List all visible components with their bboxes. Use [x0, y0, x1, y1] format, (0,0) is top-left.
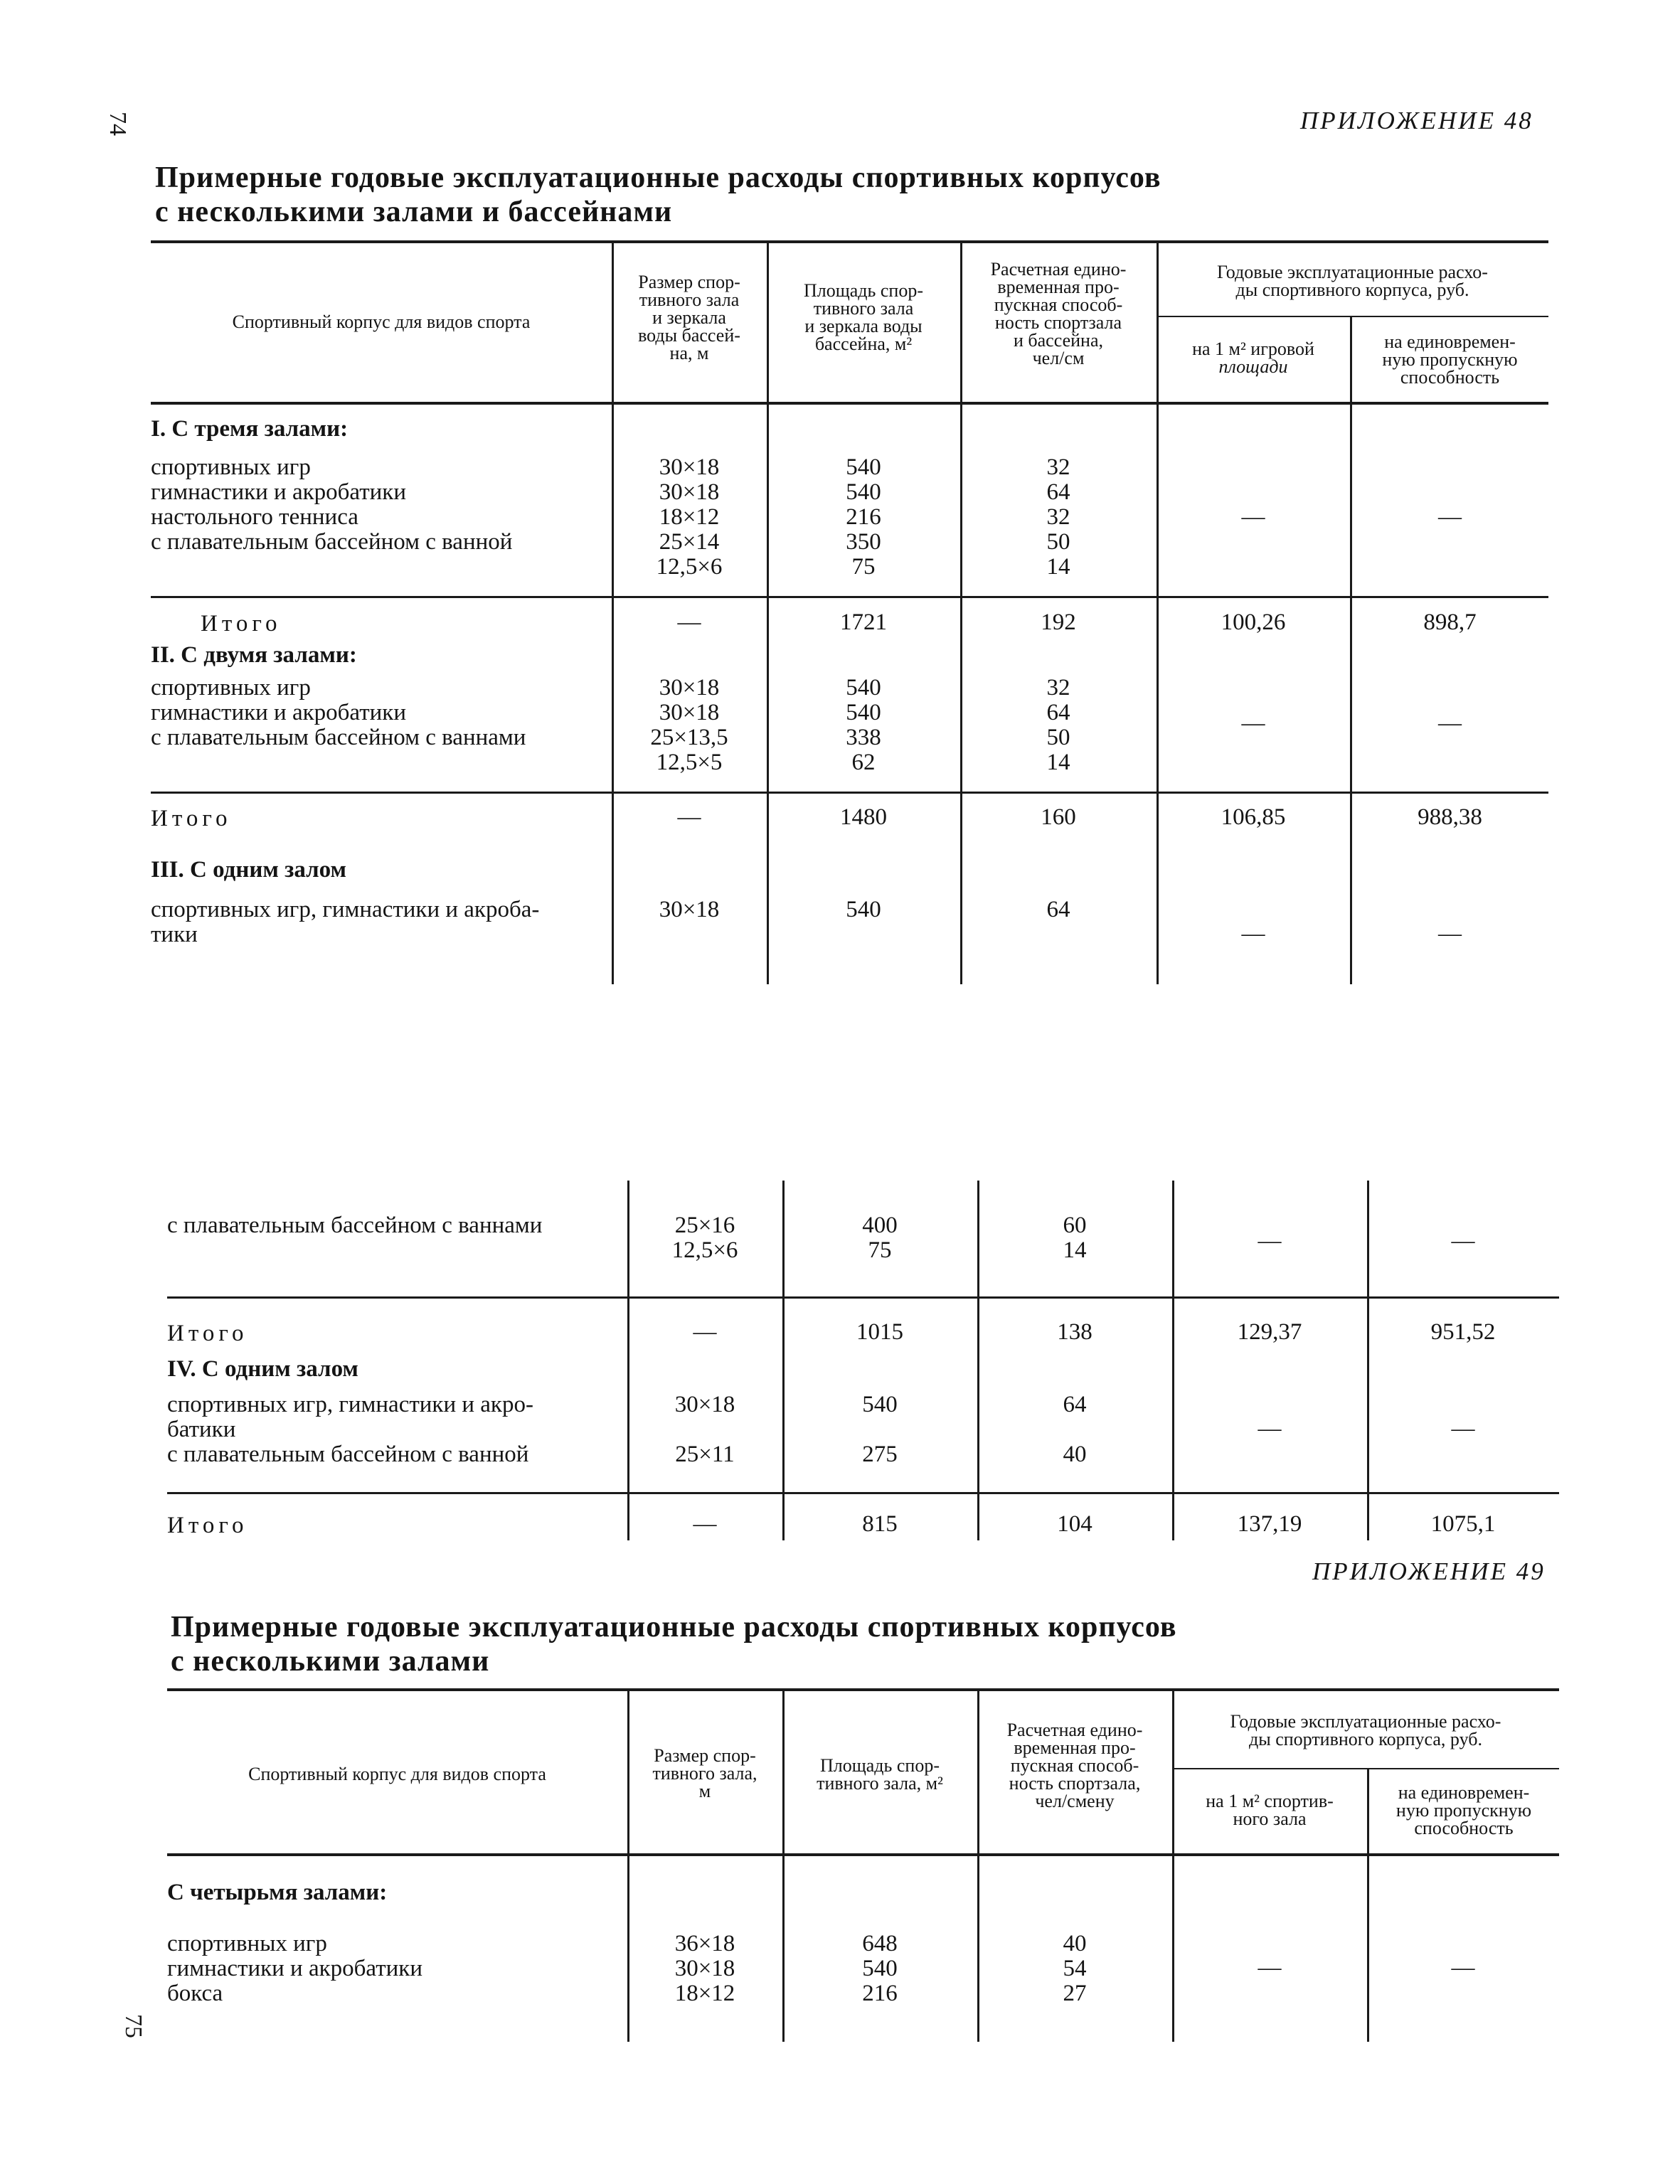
t1c-total3-per-capacity: 951,52	[1430, 1319, 1496, 1345]
t1c-s4-cap1: 64	[1063, 1392, 1087, 1417]
t1-s3-name: спортивных игр, гимнастики и акроба- тики	[151, 897, 540, 947]
table1-title-line1: Примерные годовые эксплуатационные расходы спортивных корпусов	[155, 161, 1161, 194]
t1c-s4-area2: 275	[862, 1442, 898, 1467]
t2-s1-sizes: 36×18 30×18 18×12	[674, 1931, 735, 2006]
t1-s2-areas: 540 540 338 62	[846, 675, 881, 775]
t1-total2-per-m2: 106,85	[1221, 804, 1286, 830]
t2-s1-areas: 648 540 216	[862, 1931, 898, 2006]
t1-s1-per-m2: —	[1241, 504, 1265, 530]
t2-s1-names: спортивных игр гимнастики и акробатики бокса	[167, 1931, 423, 2006]
t1c-s4-per-m2: —	[1258, 1416, 1282, 1442]
t1c-s4-area1: 540	[862, 1392, 898, 1417]
t1-s3-area: 540	[846, 897, 881, 922]
t1-s1-per-capacity: —	[1438, 504, 1462, 530]
t1c-r1-caps: 60 14	[1063, 1213, 1087, 1263]
t1c-total3-area: 1015	[856, 1319, 903, 1345]
t1-s2-sizes: 30×18 30×18 25×13,5 12,5×5	[650, 675, 728, 775]
t1-s3-per-capacity: —	[1438, 921, 1462, 947]
t1-s1-names: спортивных игр гимнастики и акробатики настольного тенниса с плавательным бассейном с ванной	[151, 454, 513, 555]
t1-total2-cap: 160	[1041, 804, 1076, 830]
t1c-s4-per-capacity: —	[1451, 1416, 1475, 1442]
t2-header-sport: Спортивный корпус для видов спорта	[248, 1764, 546, 1784]
t1c-total3-size: —	[693, 1319, 717, 1345]
t2-header-per-capacity: на единовремен- ную пропускную способность	[1395, 1782, 1532, 1838]
t2-s1-per-m2: —	[1258, 1955, 1282, 1981]
table1-title	[155, 161, 1161, 229]
t1-total2-label: Итого	[151, 806, 232, 831]
page-number-bottom: 75	[120, 2014, 147, 2038]
t1-s3-per-m2: —	[1241, 921, 1265, 947]
t1c-r1-areas: 400 75	[862, 1213, 898, 1263]
t1c-total4-cap: 104	[1057, 1511, 1092, 1537]
t1-total1-label: Итого	[201, 611, 282, 636]
t2-header-size: Размер спор- тивного зала, м	[652, 1745, 757, 1801]
t1c-s4-size2: 25×11	[675, 1442, 735, 1467]
t1c-total3-per-m2: 129,37	[1237, 1319, 1302, 1345]
t1c-r1-sizes: 25×16 12,5×6	[671, 1213, 738, 1263]
t1c-total4-area: 815	[862, 1511, 898, 1537]
t1c-total4-per-capacity: 1075,1	[1430, 1511, 1496, 1537]
t1-s1-heading: I. С тремя залами:	[151, 416, 349, 442]
t1c-s4-cap2: 40	[1063, 1442, 1087, 1467]
t1-s1-areas: 540 540 216 350 75	[846, 454, 881, 580]
t1-s1-caps: 32 64 32 50 14	[1046, 454, 1070, 580]
t2-s1-heading: С четырьмя залами:	[167, 1880, 388, 1905]
t1-total2-per-capacity: 988,38	[1418, 804, 1482, 830]
t1-s3-cap: 64	[1046, 897, 1070, 922]
t1-s3-size: 30×18	[659, 897, 720, 922]
t1-total1-cap: 192	[1041, 609, 1076, 635]
t1-total1-size: —	[677, 609, 701, 635]
t2-header-capacity: Расчетная едино- временная про- пускная способ- ность спортзала, чел/смену	[1006, 1720, 1143, 1811]
t1c-r1-per-capacity: —	[1451, 1228, 1475, 1254]
table2-title-line2: с несколькими залами	[171, 1645, 490, 1678]
t2-header-area: Площадь спор- тивного зала, м²	[817, 1755, 943, 1794]
table2-title-line1: Примерные годовые эксплуатационные расходы спортивных корпусов	[171, 1611, 1177, 1644]
t1-total2-size: —	[677, 804, 701, 830]
t1-header-sport: Спортивный корпус для видов спорта	[232, 311, 531, 332]
t2-header-per-m2: на 1 м² спортив- ного зала	[1206, 1791, 1334, 1829]
t1-s2-caps: 32 64 50 14	[1046, 675, 1070, 775]
table2-title	[171, 1610, 1177, 1678]
t1-s2-heading: II. С двумя залами:	[151, 642, 357, 668]
t2-s1-caps: 40 54 27	[1063, 1931, 1087, 2006]
t1-s2-per-m2: —	[1241, 710, 1265, 736]
t1c-total4-size: —	[693, 1511, 717, 1537]
t1-header-size: Размер спор- тивного зала и зеркала воды бассей- на, м	[638, 272, 740, 363]
t1c-s4-size1: 30×18	[674, 1392, 735, 1417]
t1-s2-per-capacity: —	[1438, 710, 1462, 736]
t1-s1-sizes: 30×18 30×18 18×12 25×14 12,5×6	[656, 454, 723, 580]
table1-title-line2: с несколькими залами и бассейнами	[155, 196, 673, 228]
appendix-48-label: ПРИЛОЖЕНИЕ 48	[1300, 107, 1533, 134]
t1-header-costs-group: Годовые эксплуатационные расхо- ды спортивного корпуса, руб.	[1217, 262, 1488, 300]
t1c-total4-label: Итого	[167, 1513, 248, 1538]
t1-total2-area: 1480	[840, 804, 887, 830]
t2-header-costs-group: Годовые эксплуатационные расхо- ды спортивного корпуса, руб.	[1230, 1711, 1501, 1749]
t1c-s4-heading: IV. С одним залом	[167, 1356, 358, 1382]
t1c-total4-per-m2: 137,19	[1237, 1511, 1302, 1537]
t1c-total3-label: Итого	[167, 1321, 248, 1346]
t1-header-capacity: Расчетная едино- временная про- пускная способ- ность спортзала и бассейна, чел/см	[990, 259, 1127, 368]
t1-total1-area: 1721	[840, 609, 887, 635]
t1-header-area: Площадь спор- тивного зала и зеркала воды бассейна, м²	[803, 280, 923, 354]
t1-header-per-m2: на 1 м² игровой площади	[1192, 339, 1314, 377]
t1c-r1-name: с плавательным бассейном с ваннами	[167, 1213, 543, 1238]
t2-s1-per-capacity: —	[1451, 1955, 1475, 1981]
t1c-r1-per-m2: —	[1258, 1228, 1282, 1254]
t1-header-per-capacity: на единовремен- ную пропускную способность	[1382, 331, 1518, 388]
page-number-top: 74	[105, 112, 131, 136]
t1c-s4-names: спортивных игр, гимнастики и акро- батики с плавательным бассейном с ванной	[167, 1392, 533, 1467]
t1-s3-heading: III. С одним залом	[151, 857, 347, 883]
t1c-total3-cap: 138	[1057, 1319, 1092, 1345]
t1-s2-names: спортивных игр гимнастики и акробатики с плавательным бассейном с ваннами	[151, 675, 526, 750]
appendix-49-label: ПРИЛОЖЕНИЕ 49	[1312, 1557, 1546, 1585]
t1-total1-per-capacity: 898,7	[1423, 609, 1477, 635]
t1-total1-per-m2: 100,26	[1221, 609, 1286, 635]
